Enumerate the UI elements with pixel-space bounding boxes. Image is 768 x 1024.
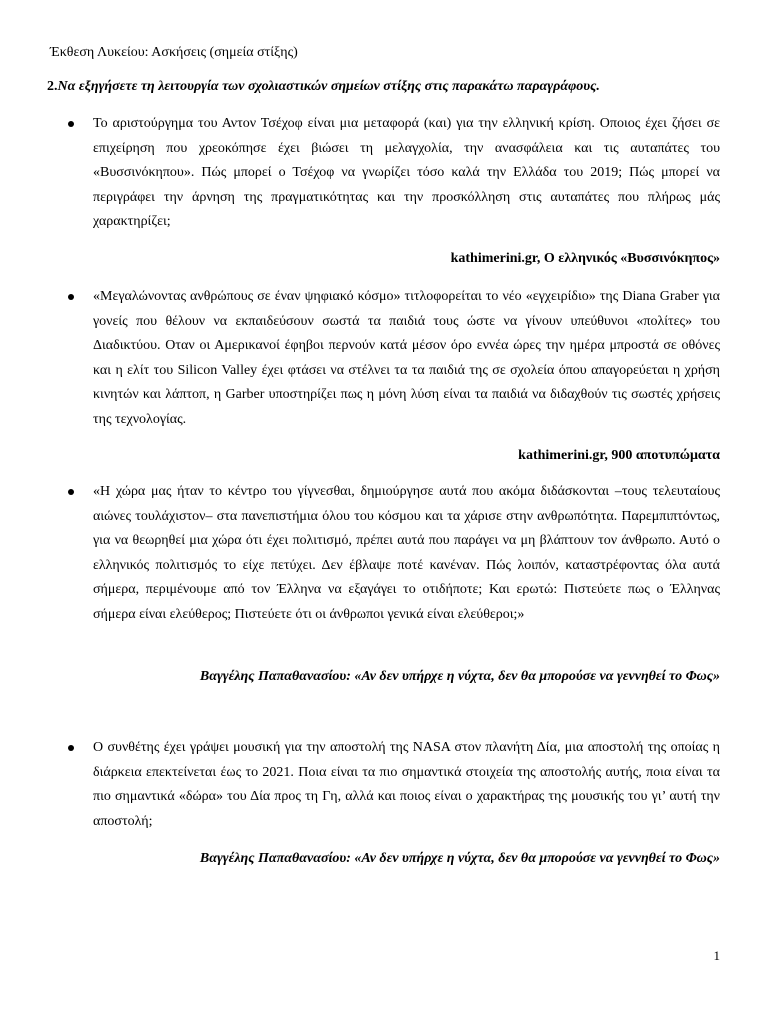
bullet-icon	[68, 121, 74, 127]
item-source: Βαγγέλης Παπαθανασίου: «Αν δεν υπήρχε η νύχτα, δεν θα μπορούσε να γεννηθεί το Φως»	[199, 669, 720, 684]
item-text: «Μεγαλώνοντας ανθρώπους σε έναν ψηφιακό κόσμο» τιτλοφορείται το νέο «εγχειρίδιο» της Diana Graber για γονείς που θέλουν να εκπαιδεύσουν σωστά τα παιδιά τους ώστε να γίνουν υπεύθυνοι «πολίτες» του Διαδικτύου. Οταν οι Αμερικανοί έφηβοι περνούν κατά μέσον όρο εννέα ώρες την ημέρα μπροστά σε οθόνες και η ελίτ του Silicon Valley έχει φτάσει να στέλνει τα τα παιδιά της σε σχολεία όπου απαγορεύεται η χρήση κινητών και λάπτοπ, η Garber υποστηρίζει πως η μόνη λύση είναι τα παιδιά να διδαχθούν τις σωστές χρήσεις της τεχνολογίας.	[93, 289, 720, 427]
task-number: 2.	[47, 79, 58, 94]
bullet-icon	[68, 489, 74, 495]
bullet-icon	[68, 745, 74, 751]
item-source: kathimerini.gr, 900 αποτυπώματα	[518, 448, 720, 463]
document-title: Έκθεση Λυκείου: Ασκήσεις (σημεία στίξης)	[50, 45, 298, 60]
item-source: Βαγγέλης Παπαθανασίου: «Αν δεν υπήρχε η νύχτα, δεν θα μπορούσε να γεννηθεί το Φως»	[199, 851, 720, 866]
task-heading	[47, 78, 600, 96]
item-source: kathimerini.gr, Ο ελληνικός «Βυσσινόκηπος»	[450, 251, 720, 266]
item-text: Το αριστούργημα του Αντον Τσέχοφ είναι μια μεταφορά (και) για την ελληνική κρίση. Οποιος έχει ζήσει σε επιχείρηση που χρεοκόπησε έχει βιώσει τη μελαγχολία, την ανασφάλεια και τις αυταπάτες του «Βυσσινόκηπου». Πώς μπορεί ο Τσέχοφ να γνωρίζει τόσο καλά την Ελλάδα του 2019; Πώς μπορεί να περιγράφει την άρνηση της πραγματικότητας και την προσκόλληση στις αυταπάτες που πλήρως μάς χαρακτηρίζει;	[93, 116, 720, 230]
item-text: Ο συνθέτης έχει γράψει μουσική για την αποστολή της NASA στον πλανήτη Δία, μια αποστολή της οποίας η διάρκεια επεκτείνεται έως το 2021. Ποια είναι τα πιο σημαντικά στοιχεία της αποστολής αυτής, ποια είναι τα πιο σημαντικά «δώρα» του Δία προς τη Γη, αλλά και ποιος είναι ο χαρακτήρας της μουσικής του γι’ αυτή την αποστολή;	[93, 740, 720, 829]
task-text: Να εξηγήσετε τη λειτουργία των σχολιαστικών σημείων στίξης στις παρακάτω παραγράφους.	[57, 79, 600, 94]
page-number: 1	[713, 948, 720, 963]
item-text: «Η χώρα μας ήταν το κέντρο του γίγνεσθαι, δημιούργησε αυτά που ακόμα διδάσκονται –τους τελευταίους αιώνες τουλάχιστον– στα πανεπιστήμια όλου του κόσμου και τα χάρισε στην ανθρωπότητα. Παρεμπιπτόντως, για να θεωρηθεί μια χώρα ότι έχει πολιτισμό, πρέπει αυτά που παράγει να μη βλάπτουν τον άνθρωπο. Αυτό ο ελληνικός πολιτισμός το είχε πετύχει. Δεν έβλαψε ποτέ κανέναν. Πώς λοιπόν, καταστρέφοντας όλα αυτά σήμερα, περιμένουμε από τον Έλληνα να εξαγάγει το οτιδήποτε; Και ερωτώ: Πιστεύετε πως ο Έλληνας σήμερα είναι ελεύθερος; Πιστεύετε ότι οι άνθρωποι γενικά είναι ελεύθεροι;»	[93, 484, 720, 622]
bullet-icon	[68, 294, 74, 300]
